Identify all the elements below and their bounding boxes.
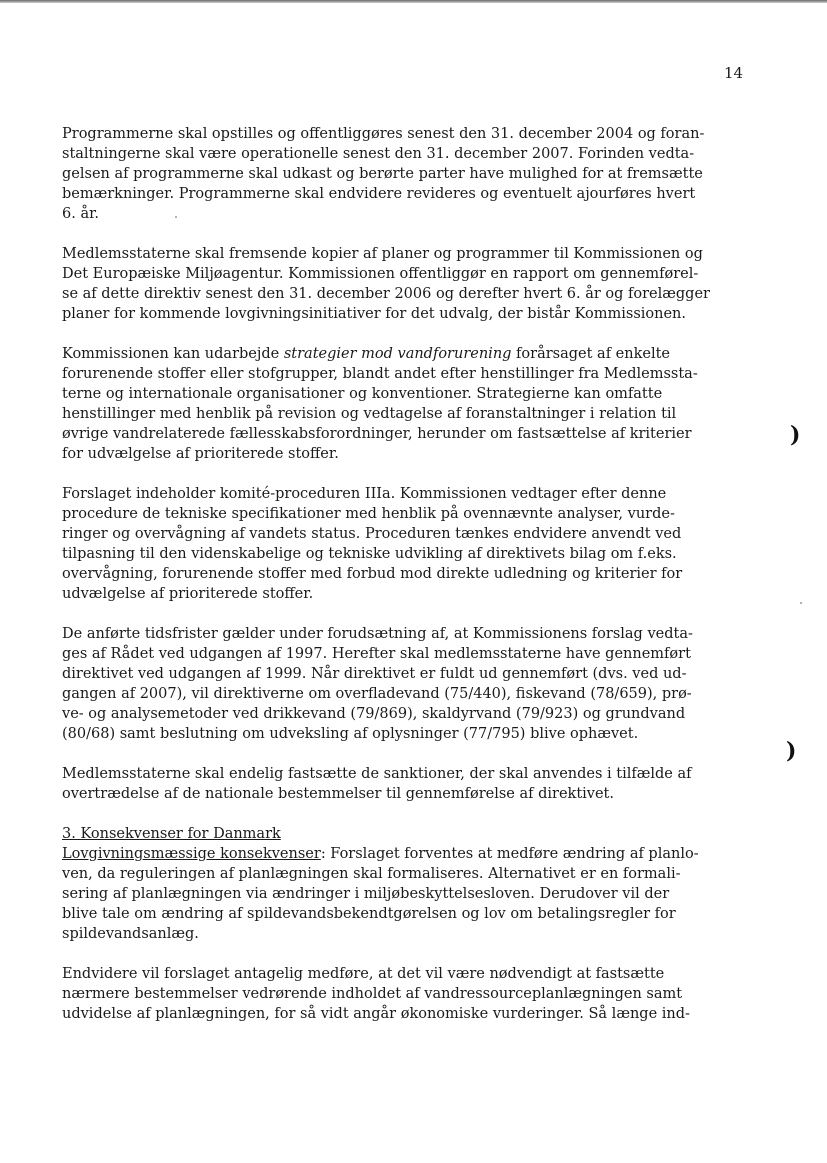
text-line: Forslaget indeholder komité-proceduren IIIa. Kommissionen vedtager efter denne — [62, 486, 667, 502]
text-line: direktivet ved udgangen af 1999. Når direktivet er fuldt ud gennemført (dvs. ved ud- — [62, 666, 687, 682]
text-line: overvågning, forurenende stoffer med forbud mod direkte udledning og kriterier for — [62, 566, 683, 582]
italic-term: strategier mod vandforurening — [283, 346, 512, 362]
text-line: overtrædelse af de nationale bestemmelser til gennemførelse af direktivet. — [62, 786, 614, 802]
punch-hole-mark: ) — [786, 738, 797, 764]
text-line: Programmerne skal opstilles og offentliggøres senest den 31. december 2004 og foran- — [62, 126, 705, 142]
text-line — [62, 844, 742, 864]
text-line: gelsen af programmerne skal udkast og berørte parter have mulighed for at fremsætte — [62, 166, 703, 182]
text-line: procedure de tekniske specifikationer med henblik på ovennævnte analyser, vurde- — [62, 506, 675, 522]
scan-top-edge — [0, 0, 827, 3]
text-line — [62, 344, 742, 364]
scan-speck — [800, 602, 802, 604]
text-line: Medlemsstaterne skal endelig fastsætte de sanktioner, der skal anvendes i tilfælde af — [62, 766, 692, 782]
text-segment: Kommissionen kan udarbejde — [62, 346, 284, 362]
text-line: De anførte tidsfrister gælder under forudsætning af, at Kommissionens forslag vedta- — [62, 626, 693, 642]
scan-speck — [175, 216, 177, 218]
text-line: henstillinger med henblik på revision og vedtagelse af foranstaltninger i relation til — [62, 406, 677, 422]
paragraph-strategies — [62, 344, 742, 464]
text-line: Det Europæiske Miljøagentur. Kommissionen offentliggør en rapport om gennemførel- — [62, 266, 699, 282]
text-line: Medlemsstaterne skal fremsende kopier af planer og programmer til Kommissionen og — [62, 246, 703, 262]
paragraph-programmes — [62, 124, 742, 224]
text-line: blive tale om ændring af spildevandsbekendtgørelsen og lov om betalingsregler for — [62, 906, 676, 922]
text-line: terne og internationale organisationer og konventioner. Strategierne kan omfatte — [62, 386, 663, 402]
paragraph-sanctions — [62, 764, 742, 804]
text-line: udvælgelse af prioriterede stoffer. — [62, 586, 314, 602]
page-number: 14 — [724, 64, 744, 82]
text-line: udvidelse af planlægningen, for så vidt angår økonomiske vurderinger. Så længe ind- — [62, 1006, 690, 1022]
text-line: ringer og overvågning af vandets status. Proceduren tænkes endvidere anvendt ved — [62, 526, 682, 542]
text-line: ges af Rådet ved udgangen af 1997. Herefter skal medlemsstaterne have gennemført — [62, 646, 691, 662]
text-line: (80/68) samt beslutning om udveksling af oplysninger (77/795) blive ophævet. — [62, 726, 639, 742]
text-line: for udvælgelse af prioriterede stoffer. — [62, 446, 339, 462]
text-line: gangen af 2007), vil direktiverne om overfladevand (75/440), fiskevand (78/659), prø- — [62, 686, 692, 702]
text-segment: : Forslaget forventes at medføre ændring af planlo- — [320, 846, 699, 862]
document-body — [62, 124, 742, 1024]
text-line: øvrige vandrelaterede fællesskabsforordninger, herunder om fastsættelse af kriterier — [62, 426, 692, 442]
text-line: se af dette direktiv senest den 31. december 2006 og derefter hvert 6. år og forelægger — [62, 286, 710, 302]
text-line: ve- og analysemetoder ved drikkevand (79/869), skaldyrvand (79/923) og grundvand — [62, 706, 686, 722]
paragraph-deadlines — [62, 624, 742, 744]
text-line: bemærkninger. Programmerne skal endvidere revideres og eventuelt ajourføres hvert — [62, 186, 696, 202]
text-line: ven, da reguleringen af planlægningen skal formaliseres. Alternativet er en formali- — [62, 866, 681, 882]
section-consequences-denmark — [62, 824, 742, 944]
text-line: Endvidere vil forslaget antagelig medføre, at det vil være nødvendigt at fastsætte — [62, 966, 665, 982]
paragraph-member-states-copies — [62, 244, 742, 324]
text-line: tilpasning til den videnskabelige og tekniske udvikling af direktivets bilag om f.eks. — [62, 546, 677, 562]
text-segment: forårsaget af enkelte — [511, 346, 671, 362]
punch-hole-mark: ) — [790, 422, 801, 448]
text-line: spildevandsanlæg. — [62, 926, 199, 942]
text-line: 6. år. — [62, 206, 100, 222]
paragraph-further-provisions — [62, 964, 742, 1024]
paragraph-committee-procedure — [62, 484, 742, 604]
text-line: planer for kommende lovgivningsinitiativer for det udvalg, der bistår Kommissionen. — [62, 306, 687, 322]
text-line: staltningerne skal være operationelle senest den 31. december 2007. Forinden vedta- — [62, 146, 695, 162]
section-heading: 3. Konsekvenser for Danmark — [62, 826, 281, 842]
text-line: sering af planlægningen via ændringer i miljøbeskyttelsesloven. Derudover vil der — [62, 886, 670, 902]
subheading-legislative: Lovgivningsmæssige konsekvenser — [62, 846, 321, 862]
text-line: forurenende stoffer eller stofgrupper, blandt andet efter henstillinger fra Medlemssta- — [62, 366, 698, 382]
text-line: nærmere bestemmelser vedrørende indholdet af vandressourceplanlægningen samt — [62, 986, 683, 1002]
